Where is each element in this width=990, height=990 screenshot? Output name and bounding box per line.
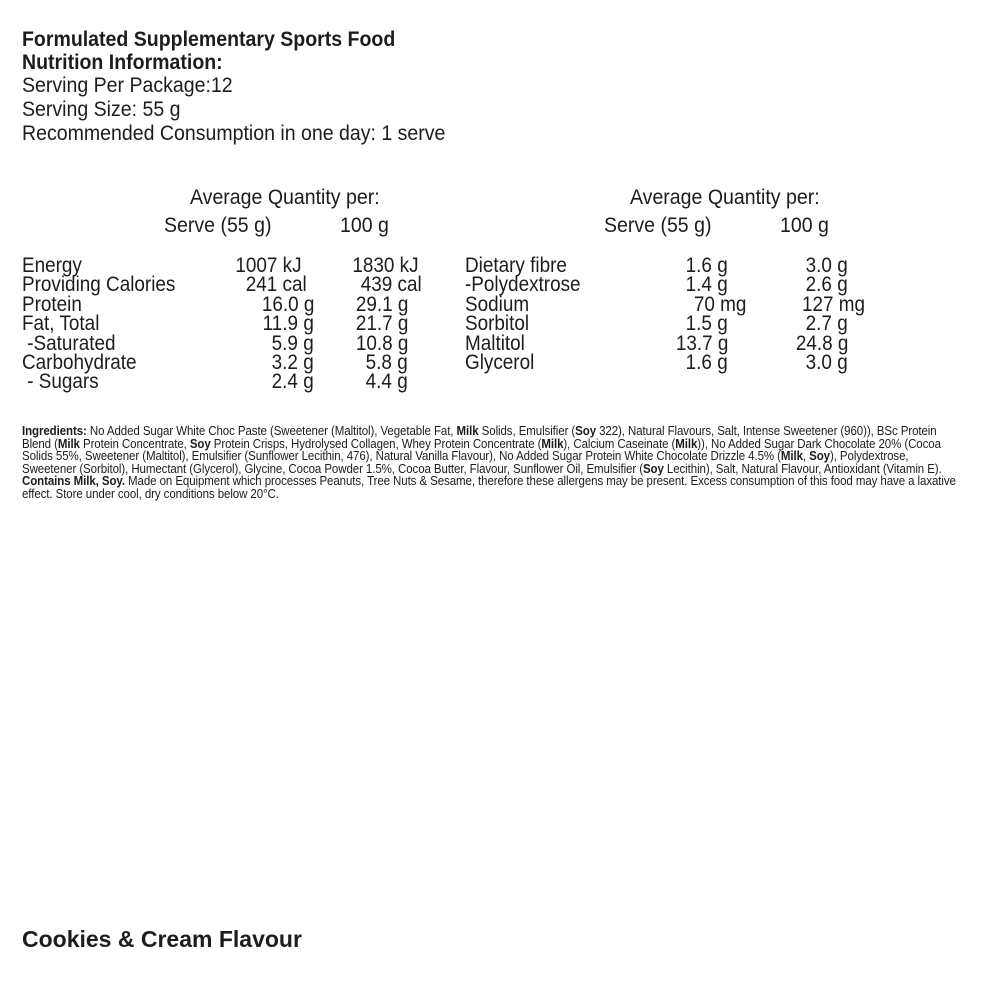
left-avg-quantity-heading: Average Quantity per:	[190, 186, 380, 209]
ingredient-segment: Lecithin), Salt, Natural Flavour, Antioxidant (Vitamin E).	[663, 460, 942, 476]
nutrient-name: -Polydextrose	[465, 273, 581, 297]
allergen-highlight: Milk	[541, 435, 564, 451]
allergen-highlight: Milk	[57, 435, 80, 451]
allergen-highlight: Soy	[642, 460, 664, 476]
right-nutrient-table	[465, 256, 865, 372]
right-serve-heading: Serve (55 g)	[604, 214, 712, 237]
nutrient-serve-value: 3.2 g	[271, 350, 314, 374]
nutrient-serve-value: 2.4 g	[271, 370, 314, 394]
nutrient-serve-value: 1.6 g	[685, 254, 728, 277]
left-serve-heading: Serve (55 g)	[164, 214, 272, 237]
ingredient-segment: 322), Natural Flavours, Salt, Intense Sweetener (960)), BSc Protein Blend (	[22, 423, 937, 451]
nutrition-info-heading: Nutrition Information:	[22, 51, 223, 74]
nutrient-name: Dietary fibre	[465, 254, 567, 277]
nutrient-serve-value: 1.4 g	[685, 273, 728, 297]
nutrient-serve-value: 1.5 g	[685, 312, 728, 336]
allergen-contains-statement: Contains Milk, Soy.	[22, 473, 125, 489]
nutrient-per100-value: 1830 kJ	[352, 254, 419, 277]
allergen-highlight: Milk	[675, 435, 698, 451]
nutrient-per100-value: 439 cal	[361, 273, 422, 297]
nutrient-per100-value: 5.8 g	[365, 350, 408, 374]
nutrient-name: Sorbitol	[465, 312, 530, 336]
table-row	[22, 370, 422, 394]
nutrient-per100-value: 24.8 g	[795, 331, 848, 355]
right-per100-heading: 100 g	[780, 214, 829, 237]
nutrient-per100-value: 2.6 g	[805, 273, 848, 297]
nutrient-serve-value: 5.9 g	[271, 331, 314, 355]
serving-size: Serving Size: 55 g	[22, 98, 181, 121]
left-per100-heading: 100 g	[340, 214, 389, 237]
nutrient-serve-value: 1007 kJ	[235, 254, 302, 277]
table-row	[465, 350, 865, 374]
nutrient-name: Fat, Total	[22, 312, 100, 336]
nutrient-per100-value: 3.0 g	[805, 350, 848, 374]
nutrient-name: Carbohydrate	[22, 350, 137, 374]
nutrient-per100-value: 127 mg	[801, 292, 865, 316]
ingredient-segment: Protein Concentrate,	[79, 435, 190, 451]
allergen-highlight: Soy	[809, 448, 830, 464]
nutrient-per100-value: 29.1 g	[355, 292, 408, 316]
ingredient-segment: )), No Added Sugar Dark Chocolate 20% (Cocoa Solids 55%, Sweetener (Maltitol), Emulsifier (Sunflower Lecithin, 476), Natural Vanilla Flavour), No Added Sugar Protein White Chocolate Drizzle 4.5% (	[22, 435, 941, 464]
left-nutrient-table	[22, 256, 422, 392]
ingredient-segment: Made on Equipment which processes Peanuts, Tree Nuts & Sesame, therefore these allergens may be present. Excess consumption of this food may have a laxative effect. Store under cool, dry conditions below 20°C.	[22, 473, 956, 501]
allergen-highlight: Milk	[456, 423, 479, 438]
allergen-highlight: Soy	[575, 423, 597, 438]
nutrient-per100-value: 4.4 g	[365, 370, 408, 394]
nutrient-name: Maltitol	[465, 331, 525, 355]
ingredient-segment: ,	[802, 448, 810, 464]
nutrient-name: - Sugars	[22, 370, 99, 394]
ingredient-segment: ), Calcium Caseinate (	[563, 435, 676, 451]
nutrient-serve-value: 11.9 g	[262, 312, 314, 336]
nutrient-serve-value: 13.7 g	[675, 331, 728, 355]
nutrient-name: -Saturated	[22, 331, 116, 355]
nutrient-serve-value: 241 cal	[246, 273, 307, 297]
label-header	[22, 28, 477, 146]
nutrient-name: Providing Calories	[22, 273, 176, 297]
ingredient-segment: No Added Sugar White Choc Paste (Sweetener (Maltitol), Vegetable Fat,	[86, 423, 457, 438]
ingredient-segment: Protein Crisps, Hydrolysed Collagen, Whey Protein Concentrate (	[210, 435, 542, 451]
right-avg-quantity-heading: Average Quantity per:	[630, 186, 820, 209]
nutrient-per100-value: 3.0 g	[805, 254, 848, 277]
ingredients-label: Ingredients:	[22, 423, 87, 438]
ingredient-segment: Solids, Emulsifier (	[478, 423, 576, 438]
recommended-consumption: Recommended Consumption in one day: 1 serve	[22, 122, 446, 145]
nutrient-per100-value: 21.7 g	[355, 312, 408, 336]
nutrient-serve-value: 16.0 g	[261, 292, 314, 316]
nutrient-serve-value: 70 mg	[693, 292, 746, 316]
allergen-highlight: Milk	[780, 448, 803, 464]
servings-per-package: Serving Per Package:12	[22, 74, 233, 97]
ingredients-statement	[22, 425, 965, 501]
allergen-highlight: Soy	[189, 435, 211, 451]
nutrient-per100-value: 2.7 g	[805, 312, 848, 336]
ingredient-segment: ), Polydextrose, Sweetener (Sorbitol), Humectant (Glycerol), Glycine, Cocoa Powder 1.5%, Cocoa Butter, Flavour, Sunflower Oil, Emulsifier (	[22, 448, 909, 476]
nutrient-serve-value: 1.6 g	[685, 350, 728, 374]
nutrient-per100-value: 10.8 g	[355, 331, 408, 355]
nutrient-name: Protein	[22, 292, 82, 316]
product-type-title: Formulated Supplementary Sports Food	[22, 28, 396, 51]
nutrient-name: Sodium	[465, 292, 530, 316]
flavour-name: Cookies & Cream Flavour	[22, 926, 302, 952]
nutrient-name: Glycerol	[465, 350, 535, 374]
nutrient-name: Energy	[22, 254, 82, 277]
